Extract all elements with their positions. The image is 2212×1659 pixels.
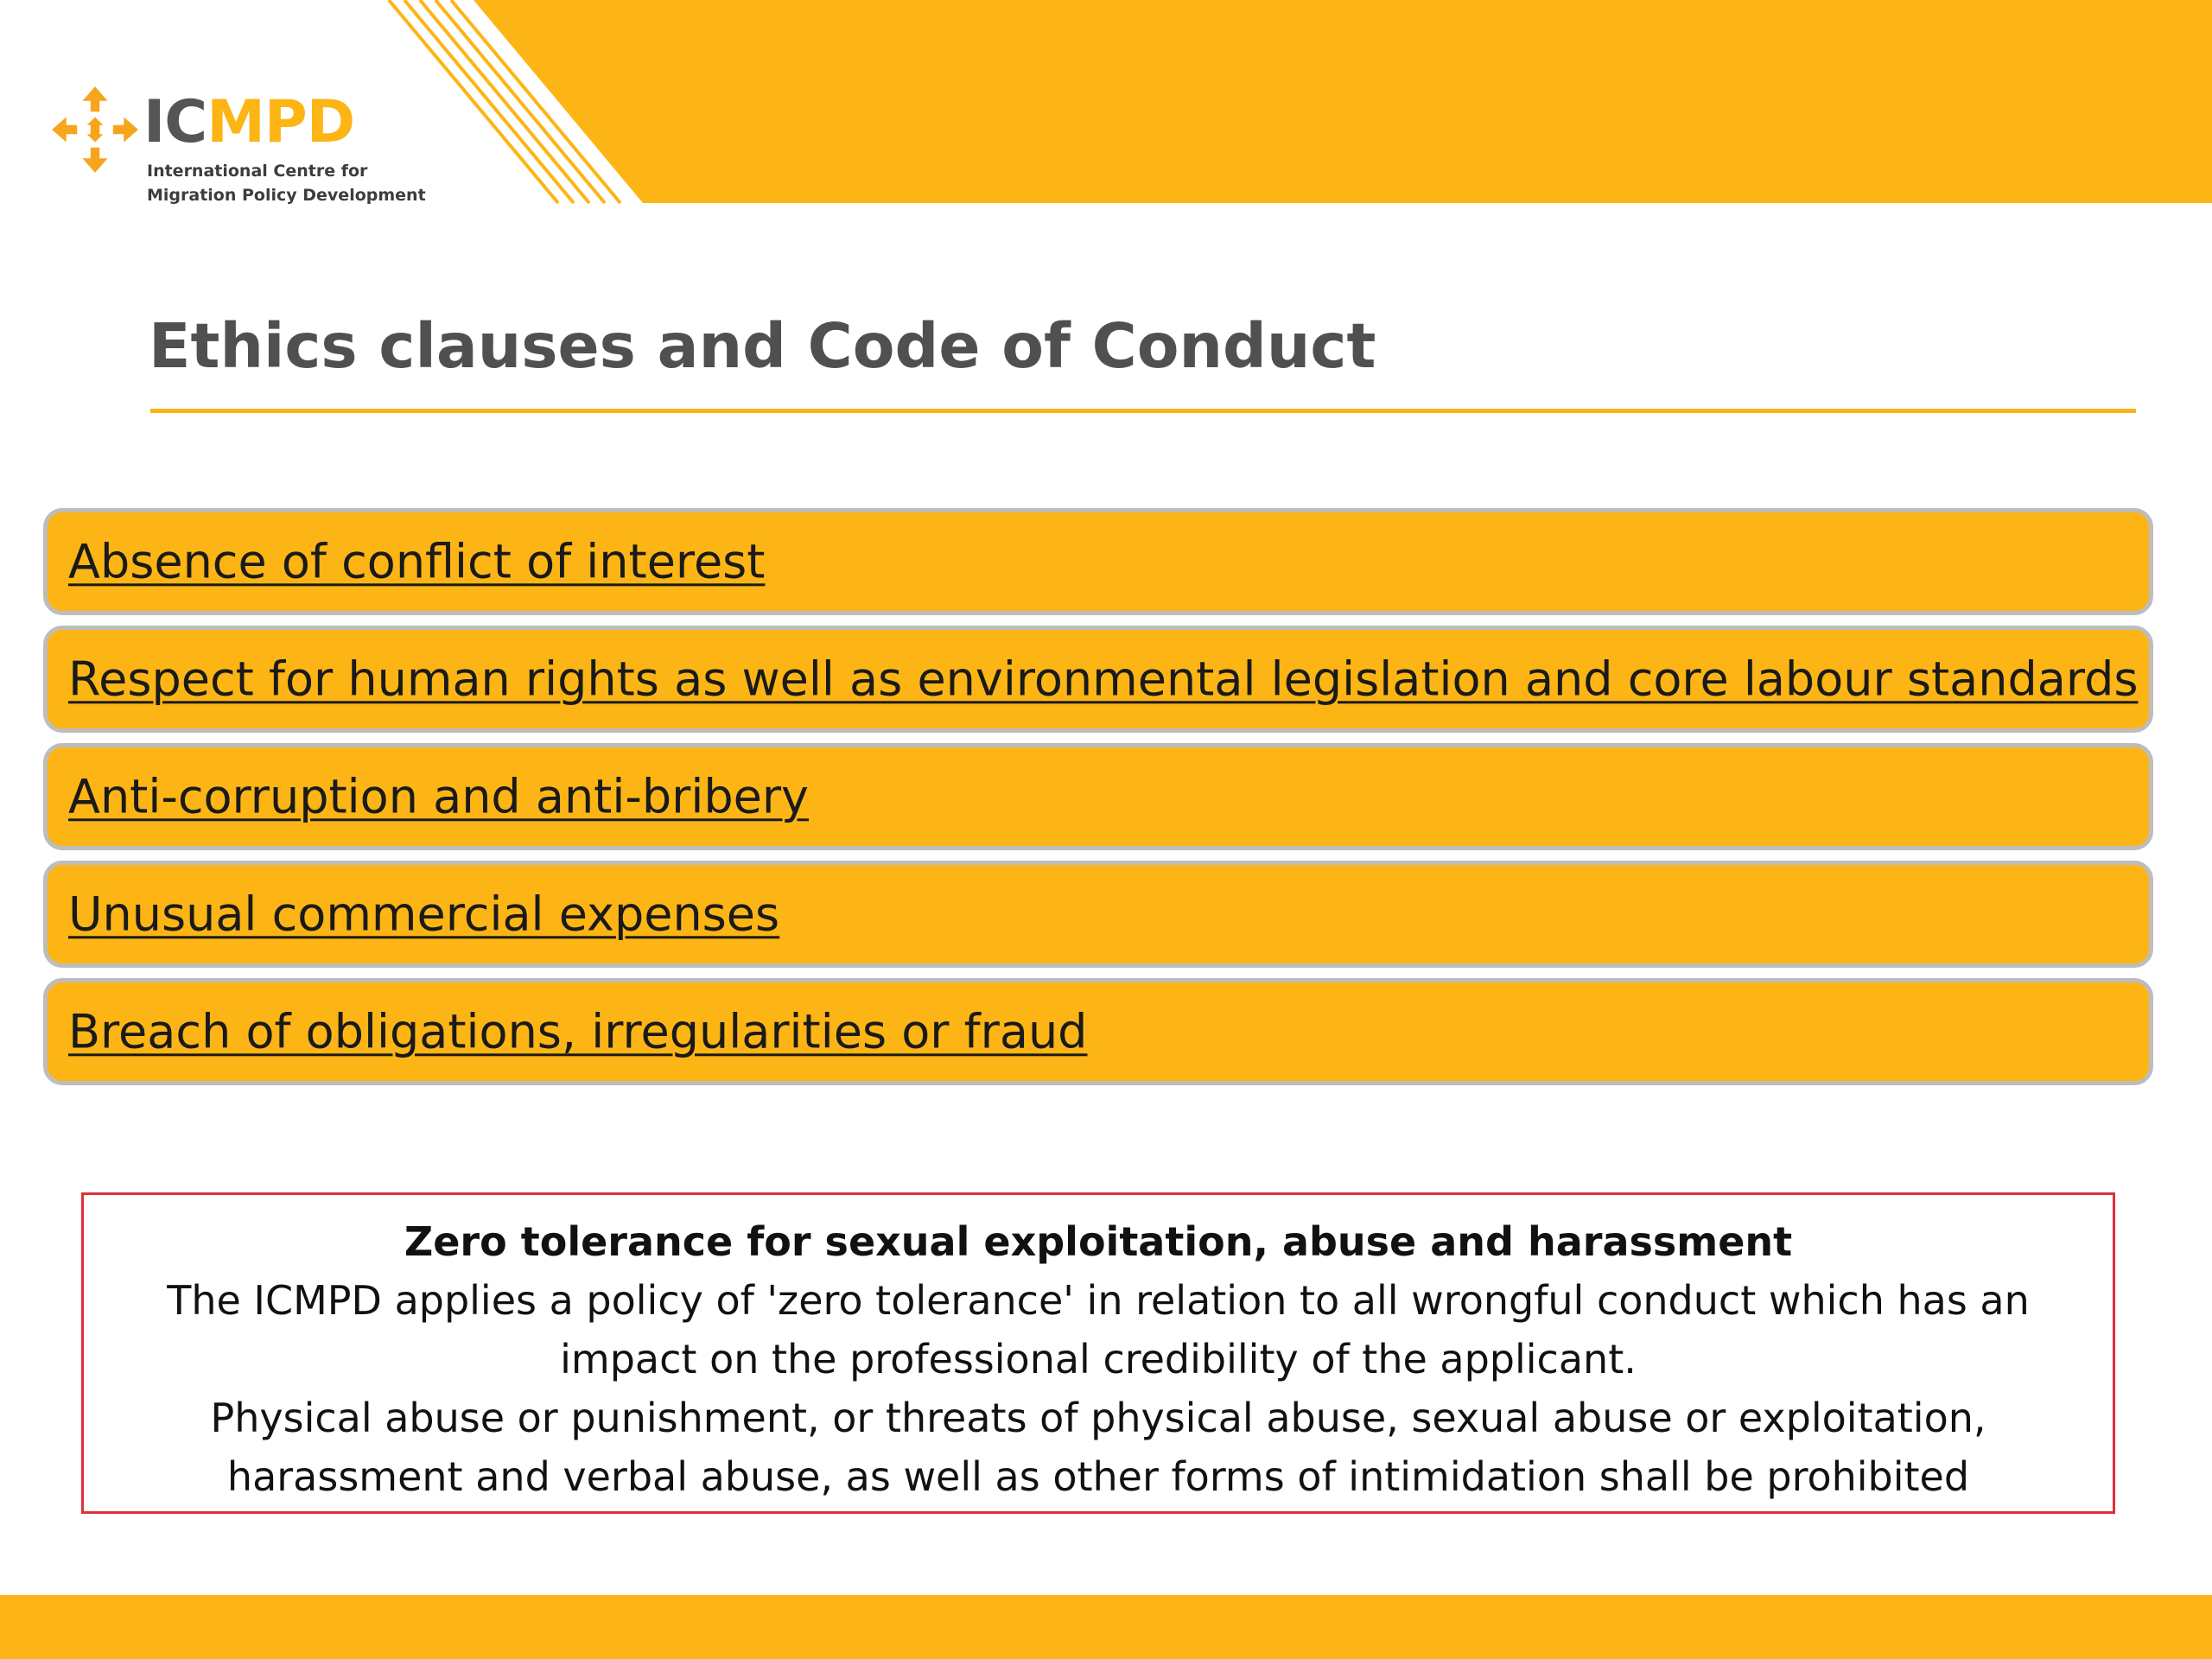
clause-link[interactable]: Unusual commercial expenses — [68, 887, 780, 942]
logo-wordmark — [143, 88, 355, 156]
logo-wordmark-ic: IC — [143, 88, 207, 156]
notice-line: impact on the professional credibility of the applicant. — [560, 1336, 1637, 1382]
clause-link[interactable]: Anti-corruption and anti-bribery — [68, 769, 809, 824]
clause-link[interactable]: Breach of obligations, irregularities or fraud — [68, 1004, 1088, 1059]
logo-subtitle — [147, 159, 426, 207]
title-divider — [150, 409, 2136, 413]
clause-list — [43, 508, 2153, 1085]
logo-subtitle-line1: International Centre for — [147, 162, 368, 181]
notice-line: harassment and verbal abuse, as well as other forms of intimidation shall be prohibited — [226, 1453, 1970, 1500]
notice-heading: Zero tolerance for sexual exploitation, abuse and harassment — [404, 1218, 1793, 1265]
clause-item-human-rights[interactable] — [43, 626, 2153, 733]
notice-line: The ICMPD applies a policy of 'zero tolerance' in relation to all wrongful conduct which has an — [167, 1277, 2030, 1324]
page-title: Ethics clauses and Code of Conduct — [149, 310, 1376, 382]
clause-item-commercial-expenses[interactable] — [43, 861, 2153, 968]
bottom-band — [0, 1595, 2212, 1659]
clause-link[interactable]: Respect for human rights as well as environmental legislation and core labour standards — [68, 652, 2139, 707]
icmpd-logo — [50, 79, 448, 218]
notice-line: Physical abuse or punishment, or threats of physical abuse, sexual abuse or exploitation, — [210, 1395, 1986, 1441]
clause-item-conflict-of-interest[interactable] — [43, 508, 2153, 615]
clause-link[interactable]: Absence of conflict of interest — [68, 534, 766, 589]
zero-tolerance-notice — [81, 1192, 2115, 1514]
logo-subtitle-line2: Migration Policy Development — [147, 186, 426, 205]
banner-fill — [474, 0, 2212, 203]
clause-item-breach-of-obligations[interactable] — [43, 978, 2153, 1085]
compass-arrows-icon — [50, 85, 140, 175]
logo-wordmark-mpd: MPD — [207, 88, 355, 156]
clause-item-anti-corruption[interactable] — [43, 743, 2153, 850]
